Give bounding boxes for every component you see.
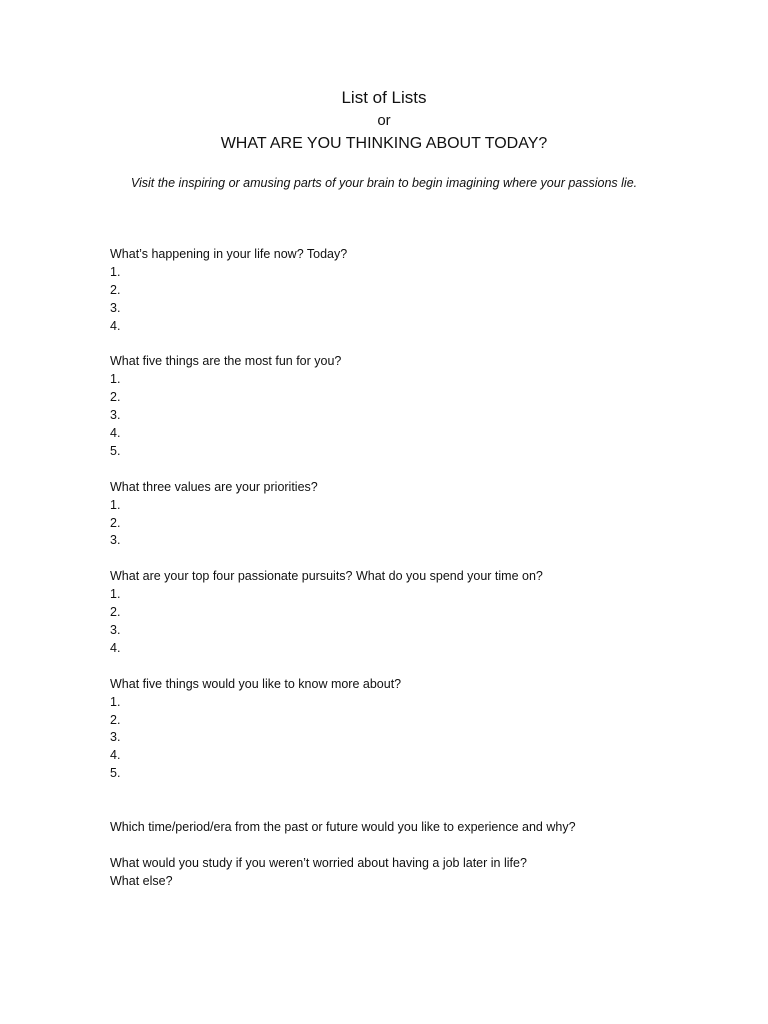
- open-question: Which time/period/era from the past or future would you like to experience and why?: [110, 819, 576, 834]
- question-section: [110, 246, 710, 336]
- list-item-number: 4.: [110, 640, 121, 655]
- list-item-number: 5.: [110, 443, 121, 458]
- list-item-number: 5.: [110, 766, 121, 781]
- title-connector: or: [377, 112, 391, 129]
- list-item-number: 4.: [110, 426, 121, 441]
- list-item-number: 3.: [110, 300, 121, 315]
- spacer: [110, 801, 710, 819]
- list-item-number: 3.: [110, 533, 121, 548]
- open-question-followup: What else?: [110, 873, 173, 888]
- question-section: [110, 568, 710, 658]
- intro-text: Visit the inspiring or amusing parts of your brain to begin imagining where your passions lie.: [130, 176, 638, 190]
- question-section: [110, 676, 710, 783]
- page-title: List of Lists: [341, 88, 427, 107]
- list-item-number: 1.: [110, 264, 121, 279]
- list-item-number: 1.: [110, 694, 121, 709]
- question-list: [110, 246, 710, 891]
- question-section: [110, 353, 710, 460]
- list-item-number: 2.: [110, 515, 121, 530]
- question-section: [110, 479, 710, 551]
- main-title: WHAT ARE YOU THINKING ABOUT TODAY?: [220, 135, 548, 152]
- list-item-number: 4.: [110, 748, 121, 763]
- list-item-number: 3.: [110, 622, 121, 637]
- list-item-number: 1.: [110, 497, 121, 512]
- question-heading: What three values are your priorities?: [110, 479, 318, 494]
- list-item-number: 2.: [110, 282, 121, 297]
- question-heading: What’s happening in your life now? Today?: [110, 247, 348, 261]
- list-item-number: 3.: [110, 730, 121, 745]
- list-item-number: 2.: [110, 605, 121, 620]
- list-item-number: 1.: [110, 587, 121, 602]
- title-block: [0, 86, 768, 156]
- list-item-number: 1.: [110, 372, 121, 387]
- question-heading: What are your top four passionate pursuits? What do you spend your time on?: [110, 569, 543, 584]
- list-item-number: 2.: [110, 390, 121, 405]
- list-item-number: 2.: [110, 712, 121, 727]
- question-heading: What five things are the most fun for you?: [110, 354, 342, 369]
- open-question: What would you study if you weren’t worried about having a job later in life?: [110, 855, 527, 870]
- question-heading: What five things would you like to know more about?: [110, 676, 402, 691]
- list-item-number: 3.: [110, 408, 121, 423]
- list-item-number: 4.: [110, 318, 121, 333]
